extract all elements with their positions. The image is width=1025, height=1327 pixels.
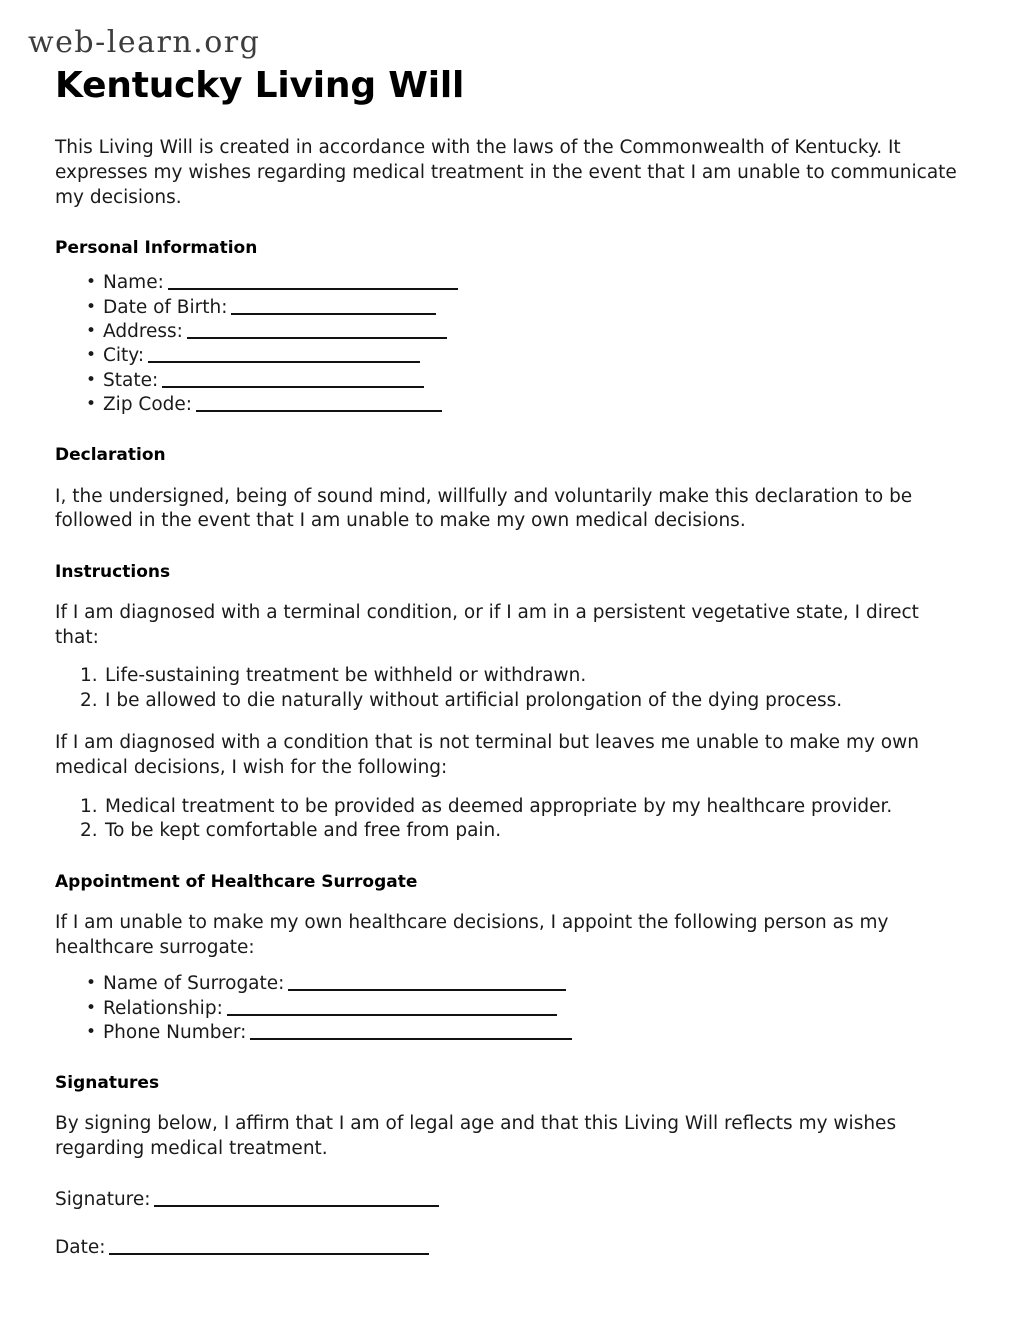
field-label: Address: [103,321,183,343]
field-label: State: [103,369,159,391]
surrogate-paragraph: If I am unable to make my own healthcare decisions, I appoint the following person as my healthcare surrogate: [55,912,889,958]
fill-in-blank[interactable] [288,972,566,991]
field-label: Phone Number: [103,1021,247,1043]
list-item: I be allowed to die naturally without artificial prolongation of the dying process. [105,689,843,711]
fill-in-blank[interactable] [168,271,458,290]
list-item [103,344,967,368]
fill-in-blank[interactable] [187,320,447,339]
list-item [103,369,967,393]
signature-line [55,1188,967,1213]
field-label: Relationship: [103,997,223,1019]
signature-blank[interactable] [154,1188,439,1207]
list-item [103,972,967,996]
instructions-nonterminal-paragraph: If I am diagnosed with a condition that is not terminal but leaves me unable to make my own medical decisions, I wish for the following: [55,732,919,778]
document-content [28,25,967,1261]
fill-in-blank[interactable] [148,344,420,363]
list-item: Life-sustaining treatment be withheld or withdrawn. [105,665,587,687]
list-item [103,393,967,417]
signatures-paragraph: By signing below, I affirm that I am of legal age and that this Living Will reflects my wishes regarding medical treatment. [55,1113,897,1160]
surrogate-list [55,972,967,1045]
date-line [55,1236,967,1261]
fill-in-blank[interactable] [250,1021,572,1040]
fill-in-blank[interactable] [227,997,557,1016]
list-item [103,320,967,344]
date-label: Date: [55,1237,106,1259]
fill-in-blank[interactable] [231,296,436,315]
instructions-terminal-list [55,664,967,713]
fill-in-blank[interactable] [196,393,442,412]
site-brand: web-learn.org [28,25,261,60]
list-item: To be kept comfortable and free from pain. [105,820,502,842]
date-blank[interactable] [109,1236,429,1255]
list-item [103,1021,967,1045]
instructions-terminal-paragraph: If I am diagnosed with a terminal condition, or if I am in a persistent vegetative state, I direct that: [55,602,919,648]
declaration-paragraph: I, the undersigned, being of sound mind, willfully and voluntarily make this declaration to be followed in the event that I am unable to make my own medical decisions. [55,485,913,532]
field-label: City: [103,345,145,367]
heading-surrogate: Appointment of Healthcare Surrogate [55,871,418,892]
list-item [103,271,967,295]
personal-information-list [55,271,967,417]
field-label: Name: [103,272,164,294]
instructions-nonterminal-list [55,795,967,844]
heading-instructions: Instructions [55,561,171,582]
page-title: Kentucky Living Will [55,65,465,106]
field-label: Name of Surrogate: [103,973,285,995]
heading-personal-information: Personal Information [55,238,258,259]
list-item [103,296,967,320]
field-label: Date of Birth: [103,296,228,318]
heading-signatures: Signatures [55,1073,160,1094]
list-item [103,997,967,1021]
list-item: Medical treatment to be provided as deemed appropriate by my healthcare provider. [105,795,893,817]
intro-paragraph: This Living Will is created in accordance with the laws of the Commonwealth of Kentucky. It expresses my wishes regarding medical treatment in the event that I am unable to communicate my decisions. [55,137,957,208]
fill-in-blank[interactable] [162,369,424,388]
field-label: Zip Code: [103,394,193,415]
heading-declaration: Declaration [55,445,166,466]
signature-label: Signature: [55,1188,151,1210]
